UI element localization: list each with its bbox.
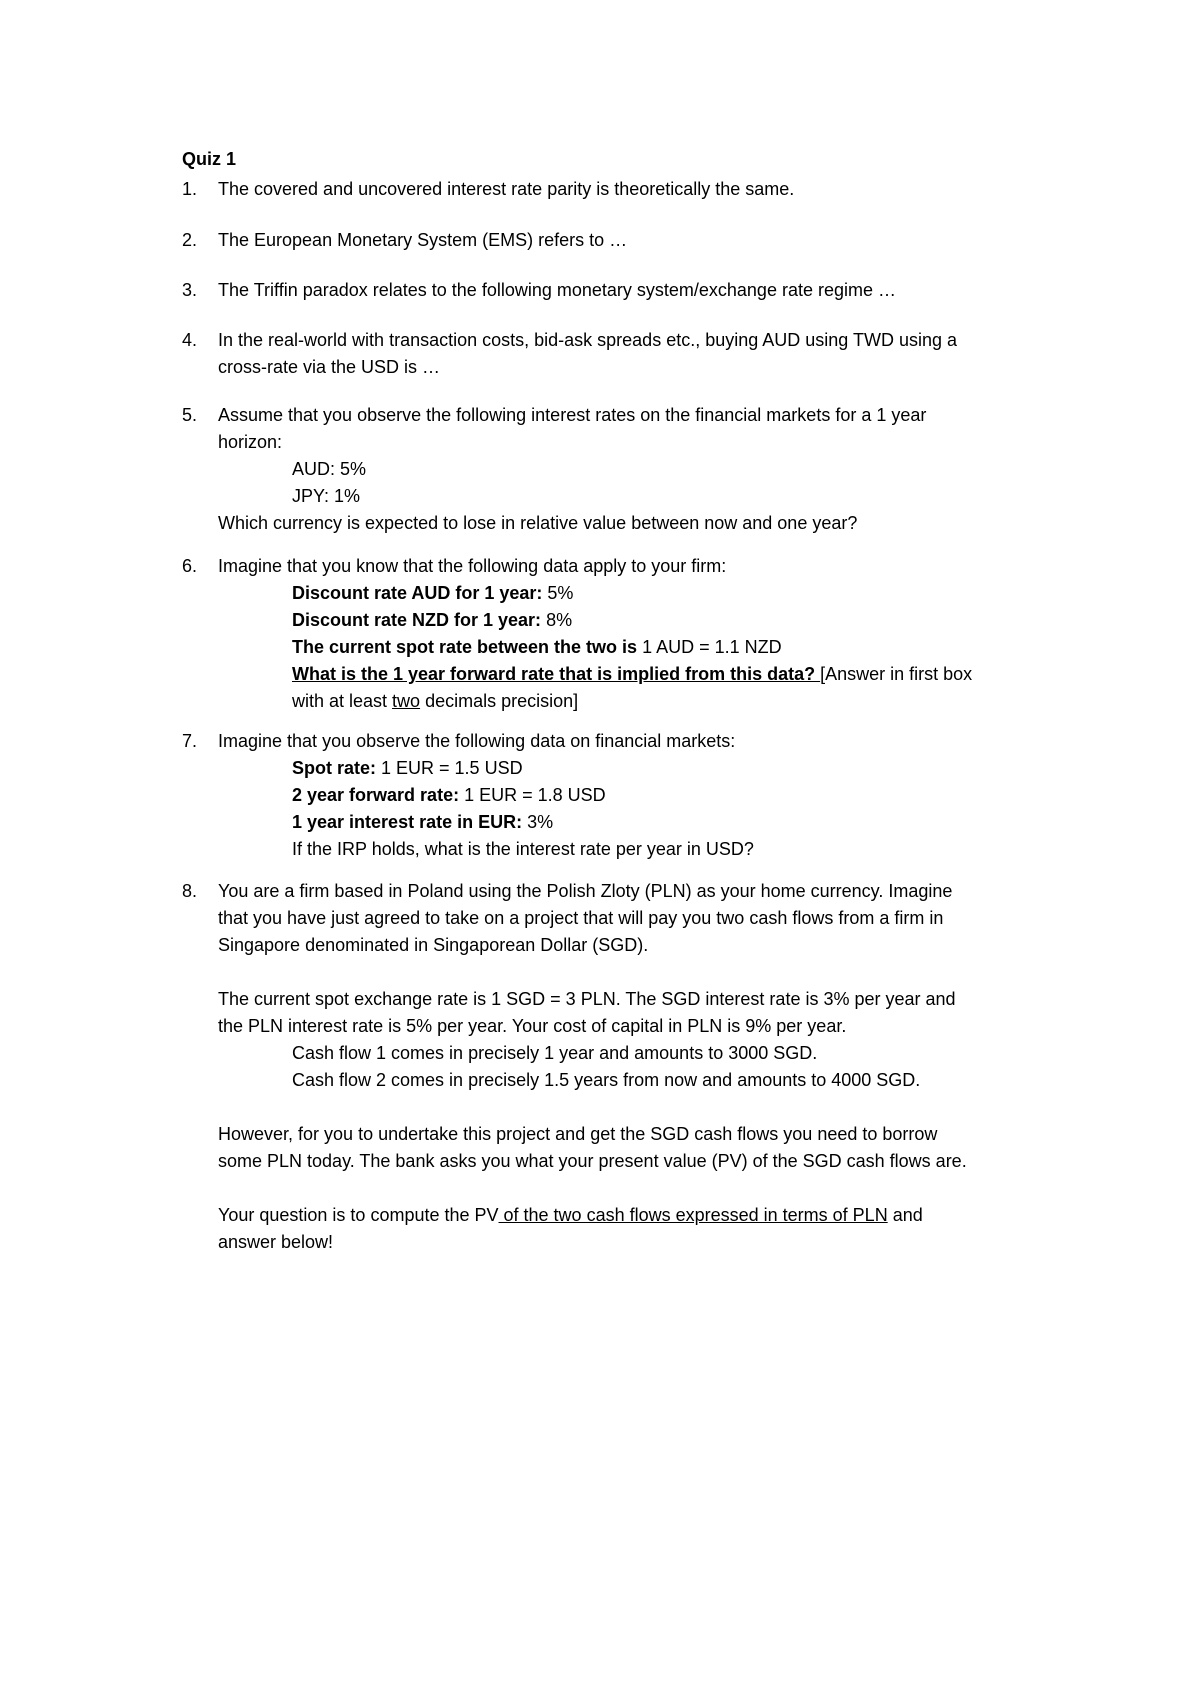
prompt-text: Your question is to compute the PV [218, 1205, 499, 1225]
paragraph-line: some PLN today. The bank asks you what your present value (PV) of the SGD cash flows are. [218, 1151, 967, 1171]
question-intro: Imagine that you know that the following data apply to your firm: [218, 556, 727, 576]
question-prompt: If the IRP holds, what is the interest rate per year in USD? [292, 839, 754, 859]
cash-flow-2: Cash flow 2 comes in precisely 1.5 years from now and amounts to 4000 SGD. [292, 1070, 921, 1090]
question-prompt [218, 661, 1048, 688]
data-label: Discount rate AUD for 1 year: [292, 583, 543, 603]
data-label: 1 year interest rate in EUR: [292, 812, 523, 832]
instruction-emphasis: two [392, 691, 421, 711]
question-prompt: Which currency is expected to lose in relative value between now and one year? [218, 513, 858, 533]
data-label: Spot rate: [292, 758, 377, 778]
question-text-line: horizon: [218, 432, 283, 452]
question-text: The European Monetary System (EMS) refers to … [218, 230, 628, 250]
spot-rate [218, 755, 1048, 782]
data-value: 1 EUR = 1.8 USD [459, 785, 606, 805]
question-body [218, 553, 1048, 715]
prompt-text: and [887, 1205, 923, 1225]
prompt-emphasis: of the two cash flows expressed in terms of PLN [498, 1205, 888, 1225]
question-number: 3. [182, 280, 198, 300]
question-prompt-line: answer below! [218, 1232, 334, 1252]
rate-jpy: JPY: 1% [292, 486, 361, 506]
question-body [218, 327, 1048, 381]
eur-interest-rate [218, 809, 1048, 836]
discount-rate-nzd [218, 607, 1048, 634]
data-value: 1 EUR = 1.5 USD [376, 758, 523, 778]
paragraph-gap [218, 1094, 1048, 1121]
question-number: 5. [182, 405, 198, 425]
question-text: The Triffin paradox relates to the following monetary system/exchange rate regime … [218, 280, 896, 300]
data-label: The current spot rate between the two is [292, 637, 638, 657]
question-body [218, 227, 1048, 254]
question-body [218, 176, 1048, 203]
question-body [218, 728, 1048, 863]
instruction-text: with at least [292, 691, 393, 711]
question-number: 7. [182, 731, 198, 751]
data-value: 1 AUD = 1.1 NZD [637, 637, 782, 657]
paragraph-line: However, for you to undertake this project and get the SGD cash flows you need to borrow [218, 1124, 938, 1144]
data-value: 5% [542, 583, 574, 603]
question-text-line: cross-rate via the USD is … [218, 357, 441, 377]
question-number: 6. [182, 556, 198, 576]
prompt-text: What is the 1 year forward rate that is implied from this data? [292, 664, 821, 684]
page-title: Quiz 1 [182, 149, 237, 169]
forward-rate [218, 782, 1048, 809]
paragraph-line: The current spot exchange rate is 1 SGD = 3 PLN. The SGD interest rate is 3% per year and [218, 989, 956, 1009]
question-number: 4. [182, 330, 198, 350]
question-text-line: In the real-world with transaction costs, bid-ask spreads etc., buying AUD using TWD using a [218, 330, 958, 350]
discount-rate-aud [218, 580, 1048, 607]
paragraph-line: that you have just agreed to take on a project that will pay you two cash flows from a firm in [218, 908, 944, 928]
question-body [218, 402, 1048, 537]
question-number: 8. [182, 881, 198, 901]
question-prompt [218, 1202, 1048, 1229]
question-text: The covered and uncovered interest rate parity is theoretically the same. [218, 179, 795, 199]
paragraph-gap [218, 1175, 1048, 1202]
question-body [218, 277, 1048, 304]
spot-rate [218, 634, 1048, 661]
question-number: 2. [182, 230, 198, 250]
paragraph-line: You are a firm based in Poland using the Polish Zloty (PLN) as your home currency. Imagine [218, 881, 953, 901]
question-body [218, 878, 1048, 1256]
question-number: 1. [182, 179, 198, 199]
answer-instruction: [Answer in first box [820, 664, 973, 684]
paragraph-gap [218, 959, 1048, 986]
data-value: 3% [522, 812, 554, 832]
instruction-text: decimals precision] [420, 691, 579, 711]
answer-instruction-line [218, 688, 1048, 715]
data-label: Discount rate NZD for 1 year: [292, 610, 542, 630]
data-value: 8% [541, 610, 573, 630]
paragraph-line: the PLN interest rate is 5% per year. Your cost of capital in PLN is 9% per year. [218, 1016, 847, 1036]
rate-aud: AUD: 5% [292, 459, 367, 479]
question-text-line: Assume that you observe the following interest rates on the financial markets for a 1 year [218, 405, 927, 425]
data-label: 2 year forward rate: [292, 785, 460, 805]
question-intro: Imagine that you observe the following data on financial markets: [218, 731, 736, 751]
cash-flow-1: Cash flow 1 comes in precisely 1 year and amounts to 3000 SGD. [292, 1043, 818, 1063]
paragraph-line: Singapore denominated in Singaporean Dollar (SGD). [218, 935, 649, 955]
